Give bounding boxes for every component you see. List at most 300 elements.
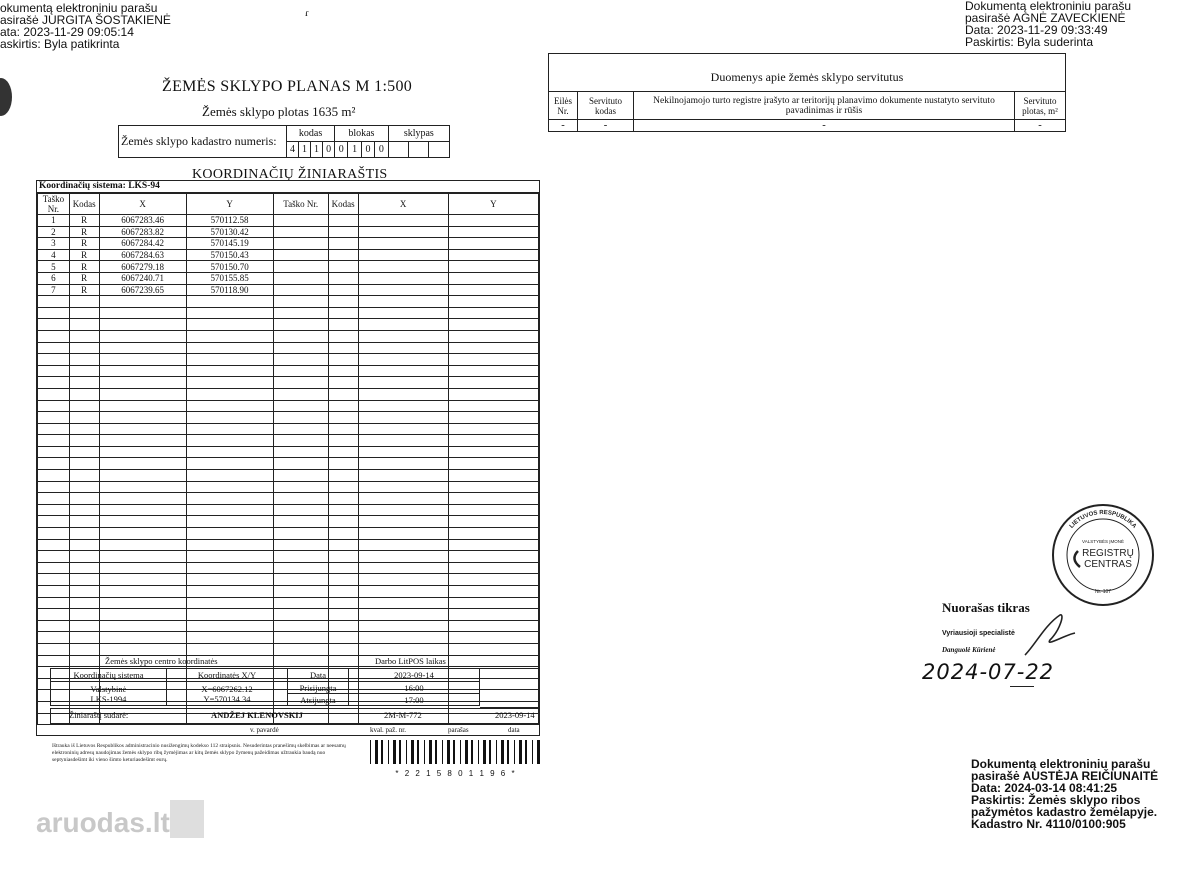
lks1994: LKS-1994 <box>90 693 127 704</box>
coord-cell: 3 <box>38 238 70 250</box>
coord-cell <box>186 516 273 528</box>
h-eiles: Eilės Nr. <box>549 92 578 120</box>
x-value: X=6067262.12 <box>201 683 253 694</box>
coord-cell: 6 <box>38 272 70 284</box>
table-row <box>38 551 539 563</box>
coord-cell <box>448 632 538 644</box>
coord-cell <box>99 307 186 319</box>
coord-cell <box>273 377 328 389</box>
cell-dash: - <box>549 120 578 132</box>
coord-cell <box>448 470 538 482</box>
coord-header-cell: X <box>358 194 448 215</box>
table-row <box>38 597 539 609</box>
coord-cell <box>328 272 358 284</box>
coord-cell <box>273 423 328 435</box>
esig-line: Paskirtis: Žemės sklypo ribos <box>971 793 1141 807</box>
coord-cell <box>38 388 70 400</box>
table-row <box>38 539 539 551</box>
table-row <box>38 586 539 598</box>
barcode-bar <box>417 740 419 764</box>
coord-cell <box>38 586 70 598</box>
coord-cell <box>69 528 99 540</box>
coord-cell <box>328 620 358 632</box>
coord-cell <box>38 330 70 342</box>
table-row <box>38 435 539 447</box>
coord-cell <box>273 539 328 551</box>
coord-cell <box>273 400 328 412</box>
barcode-bar <box>537 740 540 764</box>
barcode-bar <box>406 740 407 764</box>
coord-cell <box>273 272 328 284</box>
coord-cell <box>99 412 186 424</box>
table-row <box>38 354 539 366</box>
coord-cell <box>38 574 70 586</box>
certified-copy-text: Nuorašas tikras <box>942 600 1030 615</box>
table-row <box>38 296 539 308</box>
coord-cell <box>273 470 328 482</box>
coord-cell <box>328 435 358 447</box>
coord-cell <box>448 481 538 493</box>
coord-cell <box>38 446 70 458</box>
barcode-bar <box>435 740 437 764</box>
coord-cell <box>448 354 538 366</box>
coord-header-cell: X <box>99 194 186 215</box>
esig-line: askirtis: Byla patikrinta <box>0 37 120 51</box>
coord-cell <box>448 342 538 354</box>
coord-cell: 5 <box>38 261 70 273</box>
coord-cell <box>69 330 99 342</box>
coord-cell <box>358 238 448 250</box>
coord-cell: R <box>69 272 99 284</box>
coord-cell <box>38 493 70 505</box>
barcode-bar <box>453 740 455 764</box>
coord-cell <box>448 446 538 458</box>
coord-cell: 570150.70 <box>186 261 273 273</box>
coord-cell <box>186 504 273 516</box>
coord-cell <box>99 365 186 377</box>
coord-cell <box>448 586 538 598</box>
coord-cell <box>328 493 358 505</box>
coord-cell <box>99 493 186 505</box>
coord-sheet-title: KOORDINAČIŲ ŽINIARAŠTIS <box>192 167 388 182</box>
coord-cell <box>448 284 538 296</box>
esig-line: ata: 2023-11-29 09:05:14 <box>0 25 134 39</box>
table-row <box>38 574 539 586</box>
table-row <box>38 446 539 458</box>
coord-cell <box>358 365 448 377</box>
coord-cell <box>186 446 273 458</box>
coord-cell <box>99 504 186 516</box>
coord-cell <box>448 319 538 331</box>
servitude-table <box>548 53 1066 132</box>
coord-cell <box>448 423 538 435</box>
coord-cell <box>273 330 328 342</box>
footer-date-hint: data <box>508 726 520 734</box>
coord-cell <box>358 481 448 493</box>
coord-cell <box>69 551 99 563</box>
coord-cell <box>99 551 186 563</box>
table-row <box>38 620 539 632</box>
date-value: 2023-09-14 <box>349 669 480 682</box>
coord-cell <box>328 655 358 667</box>
coord-cell <box>38 458 70 470</box>
specialist-name: Danguolė Kūrienė <box>942 646 996 654</box>
coord-cell <box>186 551 273 563</box>
coord-cell <box>273 643 328 655</box>
table-row <box>38 643 539 655</box>
coord-cell <box>69 342 99 354</box>
barcode-bar <box>375 740 378 764</box>
coord-cell: 6067283.46 <box>99 215 186 227</box>
barcode-bar <box>442 740 443 764</box>
coord-cell <box>99 470 186 482</box>
coord-cell <box>358 516 448 528</box>
coord-cell <box>38 412 70 424</box>
coord-cell <box>273 632 328 644</box>
coord-cell <box>99 354 186 366</box>
coord-cell <box>69 504 99 516</box>
coord-cell <box>38 516 70 528</box>
coord-cell <box>448 655 538 667</box>
coord-cell <box>38 539 70 551</box>
digit: 0 <box>335 142 348 158</box>
barcode-bar <box>471 740 473 764</box>
coord-cell <box>186 632 273 644</box>
coord-header-row <box>38 194 539 215</box>
coord-cell <box>38 528 70 540</box>
barcode-bar <box>478 740 479 764</box>
table-row <box>38 307 539 319</box>
y-value: Y=570134.34 <box>203 693 251 704</box>
digit <box>409 142 429 158</box>
coord-cell <box>328 470 358 482</box>
aruodas-watermark <box>36 807 170 839</box>
footer-sign-hint: parašas <box>448 726 469 734</box>
handwritten-date: 2024-07-22 <box>922 660 1055 684</box>
coord-cell <box>448 539 538 551</box>
coord-cell <box>186 435 273 447</box>
coord-cell <box>328 516 358 528</box>
center-coords-title: Žemės sklypo centro koordinatės <box>105 656 218 666</box>
coord-cell <box>448 307 538 319</box>
coord-cell <box>69 632 99 644</box>
table-row <box>38 319 539 331</box>
h-coord-xy: Koordinatės X/Y <box>167 669 288 682</box>
barcode-bar <box>465 740 468 764</box>
coord-cell <box>69 377 99 389</box>
barcode-bar <box>507 740 509 764</box>
coord-cell <box>328 609 358 621</box>
house-logo-icon <box>170 800 204 838</box>
coord-cell <box>328 330 358 342</box>
cadastral-number-box <box>118 125 450 158</box>
coord-cell <box>273 354 328 366</box>
table-row <box>38 261 539 273</box>
coord-cell <box>273 481 328 493</box>
coord-cell <box>328 504 358 516</box>
atsijungta-value: 17:00 <box>349 694 480 706</box>
table-row <box>38 284 539 296</box>
seal-nr: Nr. 107 <box>1094 589 1112 595</box>
coord-cell <box>99 562 186 574</box>
coord-cell <box>99 516 186 528</box>
coord-cell <box>186 319 273 331</box>
esig-line: Dokumentą elektroniniu parašu <box>965 0 1132 13</box>
coord-cell <box>273 238 328 250</box>
esignature-top-right <box>965 0 1131 48</box>
coord-header-cell: Y <box>186 194 273 215</box>
coord-cell <box>186 643 273 655</box>
coord-header-cell: Kodas <box>328 194 358 215</box>
h-data: Data <box>288 669 349 682</box>
coord-cell <box>273 435 328 447</box>
coord-cell <box>328 412 358 424</box>
coord-cell <box>448 562 538 574</box>
barcode-bar <box>411 740 414 764</box>
coord-cell <box>328 458 358 470</box>
coord-cell: R <box>69 249 99 261</box>
coord-cell <box>448 643 538 655</box>
coord-cell <box>358 435 448 447</box>
servitude-title: Duomenys apie žemės sklypo servitutus <box>549 54 1066 92</box>
scan-mark: ɾ <box>305 7 309 19</box>
cadastral-label: Žemės sklypo kadastro numeris: <box>119 126 287 158</box>
coord-cell <box>328 481 358 493</box>
coord-cell: 570145.19 <box>186 238 273 250</box>
coord-cell <box>328 284 358 296</box>
coord-cell: R <box>69 261 99 273</box>
barcode-text: * 2 2 1 5 8 0 1 1 9 6 * <box>395 769 517 778</box>
digit: 0 <box>375 142 388 158</box>
table-row <box>38 249 539 261</box>
digit: 4 <box>287 142 299 158</box>
coord-cell <box>448 597 538 609</box>
compiled-date: 2023-09-14 <box>495 710 535 720</box>
coord-cell <box>358 609 448 621</box>
coord-cell <box>448 249 538 261</box>
coord-cell <box>99 388 186 400</box>
table-row <box>38 377 539 389</box>
coord-cell <box>99 643 186 655</box>
coord-cell: 6067284.42 <box>99 238 186 250</box>
coord-cell <box>99 620 186 632</box>
coord-cell <box>328 226 358 238</box>
coord-cell <box>358 528 448 540</box>
coord-cell: 570150.43 <box>186 249 273 261</box>
coord-cell <box>38 609 70 621</box>
coord-cell <box>38 365 70 377</box>
coord-cell <box>69 354 99 366</box>
coord-cell <box>273 562 328 574</box>
coord-cell <box>186 481 273 493</box>
coord-cell <box>358 504 448 516</box>
cell-dash: - <box>578 120 634 132</box>
coord-cell <box>328 632 358 644</box>
digit <box>388 142 408 158</box>
esig-line: pažymėtos kadastro žemėlapyje. <box>971 805 1158 819</box>
coord-cell <box>273 516 328 528</box>
coord-cell <box>358 307 448 319</box>
table-row <box>38 226 539 238</box>
coord-cell <box>99 400 186 412</box>
table-row <box>38 632 539 644</box>
coord-cell <box>99 481 186 493</box>
coord-cell <box>358 423 448 435</box>
coord-cell <box>448 238 538 250</box>
footer-kval-hint: kval. paž. nr. <box>370 726 406 734</box>
coord-cell <box>358 284 448 296</box>
coord-cell <box>273 319 328 331</box>
coord-cell <box>38 319 70 331</box>
coord-cell <box>273 504 328 516</box>
scan-edge-mark <box>0 78 12 116</box>
qualification-number: 2M-M-772 <box>384 710 422 720</box>
coord-cell: R <box>69 215 99 227</box>
coord-cell <box>38 551 70 563</box>
barcode-bar <box>460 740 461 764</box>
coord-cell <box>38 296 70 308</box>
coord-cell <box>186 620 273 632</box>
coord-cell: 570112.58 <box>186 215 273 227</box>
coord-cell <box>38 597 70 609</box>
coord-cell <box>38 632 70 644</box>
seal-arc-text: LIETUVOS RESPUBLIKA <box>1068 509 1138 530</box>
seal-logo-icon <box>1074 551 1080 567</box>
coord-cell <box>69 319 99 331</box>
coord-cell <box>328 551 358 563</box>
coord-cell <box>358 551 448 563</box>
coord-cell <box>328 528 358 540</box>
digit: 1 <box>348 142 361 158</box>
coord-cell <box>273 284 328 296</box>
coord-cell <box>99 539 186 551</box>
coord-cell <box>448 400 538 412</box>
svg-text:LIETUVOS RESPUBLIKA <box>1069 510 1138 530</box>
coord-cell <box>328 365 358 377</box>
coord-cell <box>448 609 538 621</box>
coord-cell <box>99 586 186 598</box>
coord-cell <box>99 458 186 470</box>
coord-cell <box>38 400 70 412</box>
h-serv-plotas: Servituto plotas, m² <box>1015 92 1066 120</box>
esig-line: asirašė JURGITA ŠOSTAKIENĖ <box>0 13 171 27</box>
barcode-bar <box>519 740 522 764</box>
coord-cell <box>186 562 273 574</box>
coord-cell <box>358 215 448 227</box>
coord-cell <box>273 342 328 354</box>
coord-cell <box>328 215 358 227</box>
coord-cell <box>186 470 273 482</box>
coord-cell <box>186 574 273 586</box>
cell-dash: - <box>1015 120 1066 132</box>
coord-cell <box>273 226 328 238</box>
coord-cell <box>69 481 99 493</box>
coord-cell <box>186 377 273 389</box>
coord-cell <box>69 412 99 424</box>
coord-cell <box>99 609 186 621</box>
coord-cell <box>186 400 273 412</box>
esignature-top-left <box>0 2 171 50</box>
coord-cell <box>448 296 538 308</box>
barcode-bar <box>370 740 371 764</box>
coord-cell <box>358 272 448 284</box>
esig-line: Data: 2023-11-29 09:33:49 <box>965 23 1108 37</box>
coord-cell: 570155.85 <box>186 272 273 284</box>
coord-cell <box>448 412 538 424</box>
coord-cell <box>69 562 99 574</box>
coord-cell <box>448 458 538 470</box>
coord-cell <box>38 435 70 447</box>
barcode-bar <box>514 740 515 764</box>
coord-cell <box>186 458 273 470</box>
coord-cell <box>99 319 186 331</box>
seal-brand2: CENTRAS <box>1084 559 1132 570</box>
esig-line: okumentą elektroniniu parašu <box>0 1 158 15</box>
table-row <box>38 215 539 227</box>
h-serv-kodas: Servituto kodas <box>578 92 634 120</box>
coord-cell: 6067240.71 <box>99 272 186 284</box>
coord-cell <box>273 597 328 609</box>
col-kodas: kodas <box>287 126 335 142</box>
coord-cell <box>99 597 186 609</box>
coord-cell <box>358 342 448 354</box>
coord-cell <box>328 562 358 574</box>
coord-cell <box>328 238 358 250</box>
coord-cell <box>448 261 538 273</box>
coord-cell <box>358 620 448 632</box>
coord-cell: 6067279.18 <box>99 261 186 273</box>
coord-cell <box>448 528 538 540</box>
coord-cell: 6067239.65 <box>99 284 186 296</box>
coord-cell <box>328 354 358 366</box>
coord-cell <box>328 307 358 319</box>
coord-cell <box>273 446 328 458</box>
coord-cell <box>358 597 448 609</box>
coord-cell <box>273 586 328 598</box>
barcode-bar <box>525 740 527 764</box>
table-row <box>38 365 539 377</box>
coord-cell <box>448 574 538 586</box>
coord-cell <box>273 261 328 273</box>
coord-cell <box>99 632 186 644</box>
coord-cell <box>99 342 186 354</box>
coord-cell <box>273 307 328 319</box>
coord-cell <box>99 446 186 458</box>
esig-line: Data: 2024-03-14 08:41:25 <box>971 781 1118 795</box>
coord-cell <box>99 574 186 586</box>
coord-header-cell: Taško Nr. <box>38 194 70 215</box>
coord-cell <box>38 643 70 655</box>
coord-cell <box>448 226 538 238</box>
coord-cell <box>448 365 538 377</box>
coord-header-cell: Y <box>448 194 538 215</box>
table-row <box>38 481 539 493</box>
coord-cell <box>273 458 328 470</box>
coord-cell <box>69 516 99 528</box>
coord-cell <box>358 388 448 400</box>
coord-cell <box>38 504 70 516</box>
coord-cell <box>273 412 328 424</box>
coord-cell <box>38 423 70 435</box>
barcode-bar <box>483 740 486 764</box>
coord-cell <box>328 388 358 400</box>
coord-cell <box>358 377 448 389</box>
barcode-bar <box>532 740 533 764</box>
coord-cell <box>358 446 448 458</box>
barcode-bar <box>501 740 504 764</box>
coord-cell <box>358 249 448 261</box>
barcode-bar <box>429 740 432 764</box>
